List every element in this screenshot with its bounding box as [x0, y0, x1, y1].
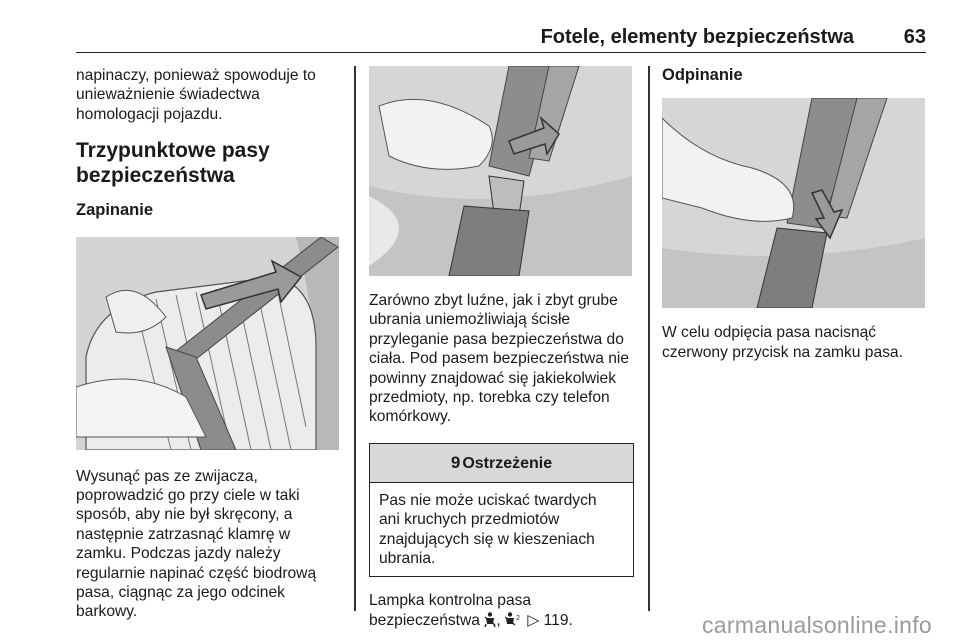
fastening-drawing [76, 237, 339, 450]
reference-page: 119. [543, 611, 573, 629]
header-title: Fotele, elementy bezpieczeństwa [540, 26, 854, 48]
reference-line-1: Lampka kontrolna pasa [369, 592, 532, 610]
column-divider [648, 66, 650, 611]
unfastening-illustration [662, 98, 925, 308]
column-3 [662, 66, 926, 362]
unfastening-body: W celu odpięcia pasa nacisnąć czerwony przycisk na zamku pasa. [662, 324, 903, 361]
buckle-illustration [369, 66, 632, 276]
buckle-drawing [369, 66, 632, 276]
warning-icon: 9 [450, 452, 461, 472]
warning-header [370, 444, 633, 483]
fastening-body: Wysunąć pas ze zwijacza, poprowadzić go przy ciele w taki sposób, aby nie był skręcony, a następnie zatrzasnąć klamrę w zamku. Podczas jazdy należy regularnie napinać część biodrową pasa, ciągnąc za jego odcinek barkowy. [76, 467, 317, 621]
column-1 [76, 66, 346, 622]
warning-title: Ostrzeżenie [462, 454, 553, 472]
reference-prefix: bezpieczeństwa [369, 611, 480, 629]
reference-separator: , [496, 611, 505, 629]
column-2 [369, 66, 634, 630]
reference-line-2 [369, 611, 634, 630]
intro-paragraph: napinaczy, ponieważ spowoduje to unieważnienie świadectwa homologacji pojazdu. [76, 67, 316, 123]
page-number: 63 [903, 26, 926, 48]
warning-box [369, 443, 634, 578]
page-reference-arrow-icon: ▷ [527, 611, 540, 629]
seatbelt-icon [484, 612, 496, 627]
warning-text: Pas nie może uciskać twardych ani kruchych przedmiotów znajdujących się w kieszeniach ubrania. [379, 491, 597, 568]
watermark: carmanualsonline.info [701, 612, 932, 638]
rear-seatbelt-icon [505, 612, 523, 627]
unfastening-subheading: Odpinanie [662, 66, 743, 84]
clothing-paragraph: Zarówno zbyt luźne, jak i zbyt grube ubrania uniemożliwiają ścisłe przyleganie pasa bezpieczeństwa do ciała. Pod pasem bezpieczeństwa nie powinny znajdować się jakiekolwiek przedmioty, np. torebka czy telefon komórkowy. [369, 292, 630, 426]
svg-text:2: 2 [515, 614, 520, 622]
fastening-subheading: Zapinanie [76, 201, 154, 220]
unfastening-drawing [662, 98, 925, 308]
section-title: Trzypunktowe pasy bezpieczeństwa [76, 139, 270, 188]
page-header [76, 24, 926, 53]
column-divider [354, 66, 356, 611]
fastening-illustration [76, 237, 339, 450]
